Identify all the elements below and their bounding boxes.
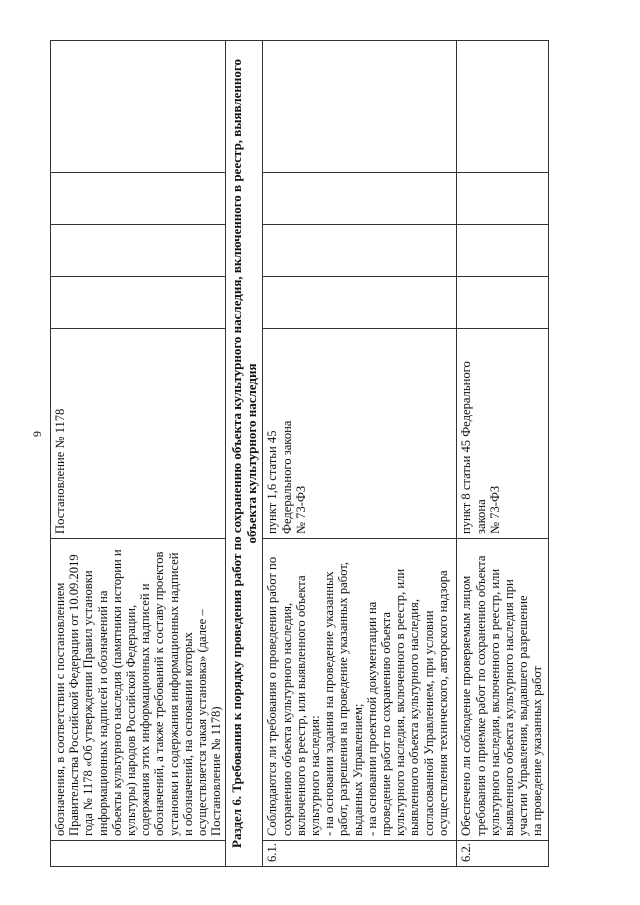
checklist-table (50, 40, 549, 867)
answer-na-cell (51, 173, 226, 225)
row-number: 6.2. (457, 841, 549, 867)
note-cell (457, 41, 549, 173)
answer-yes-cell (51, 277, 226, 329)
note-cell (51, 41, 226, 173)
legal-reference-cell: Постановление № 1178 (51, 329, 226, 539)
note-cell (263, 41, 457, 173)
section-title: Раздел 6. Требования к порядку проведения работ по сохранению объекта культурного наследия, включенного в реестр, выявленного объекта культурного наследия (226, 41, 263, 867)
question-cell: обозначения, в соответствии с постановлением Правительства Российской Федерации от 10.09.2019 года № 1178 «Об утверждении Правил установки информационных надписей и обозначений на объекты культурного наследия (памятники истории и культуры) народов Российской Федерации, содержания этих информационных надписей и обозначений, а также требований к составу проектов установки и содержания информационных надписей и обозначений, на основании которых осуществляется такая установка» (далее – Постановление № 1178) (51, 539, 226, 841)
table-row (263, 41, 457, 867)
question-cell: Обеспечено ли соблюдение проверяемым лицом требования о приемке работ по сохранению объекта культурного наследия, включенного в реестр, или выявленного объекта культурного наследия при участии Управления, выдавшего разрешение на проведение указанных работ (457, 539, 549, 841)
rotated-table-sheet (50, 41, 570, 867)
answer-yes-cell (457, 277, 549, 329)
section-header-row (226, 41, 263, 867)
answer-na-cell (263, 173, 457, 225)
answer-na-cell (457, 173, 549, 225)
table-row (51, 41, 226, 867)
row-number: 6.1. (263, 841, 457, 867)
answer-no-cell (457, 225, 549, 277)
question-cell: Соблюдаются ли требования о проведении работ по сохранению объекта культурного наследия, включенного в реестр, или выявленного объекта культурного наследия: - на основании задания на проведение указанных работ, разрешения на проведение указанных работ, выданных Управлением; - на основании проектной документации на проведение работ по сохранению объекта культурного наследия, включенного в реестр, или выявленного объекта культурного наследия, согласованной Управлением, при условии осуществления технического, авторского надзора (263, 539, 457, 841)
row-number (51, 841, 226, 867)
answer-no-cell (263, 225, 457, 277)
legal-reference-cell: пункт 1,6 статьи 45 Федерального закона № 73-ФЗ (263, 329, 457, 539)
table-row (457, 41, 549, 867)
answer-no-cell (51, 225, 226, 277)
page-number: 9 (30, 431, 44, 437)
legal-reference-cell: пункт 8 статьи 45 Федерального закона № 73-ФЗ (457, 329, 549, 539)
answer-yes-cell (263, 277, 457, 329)
